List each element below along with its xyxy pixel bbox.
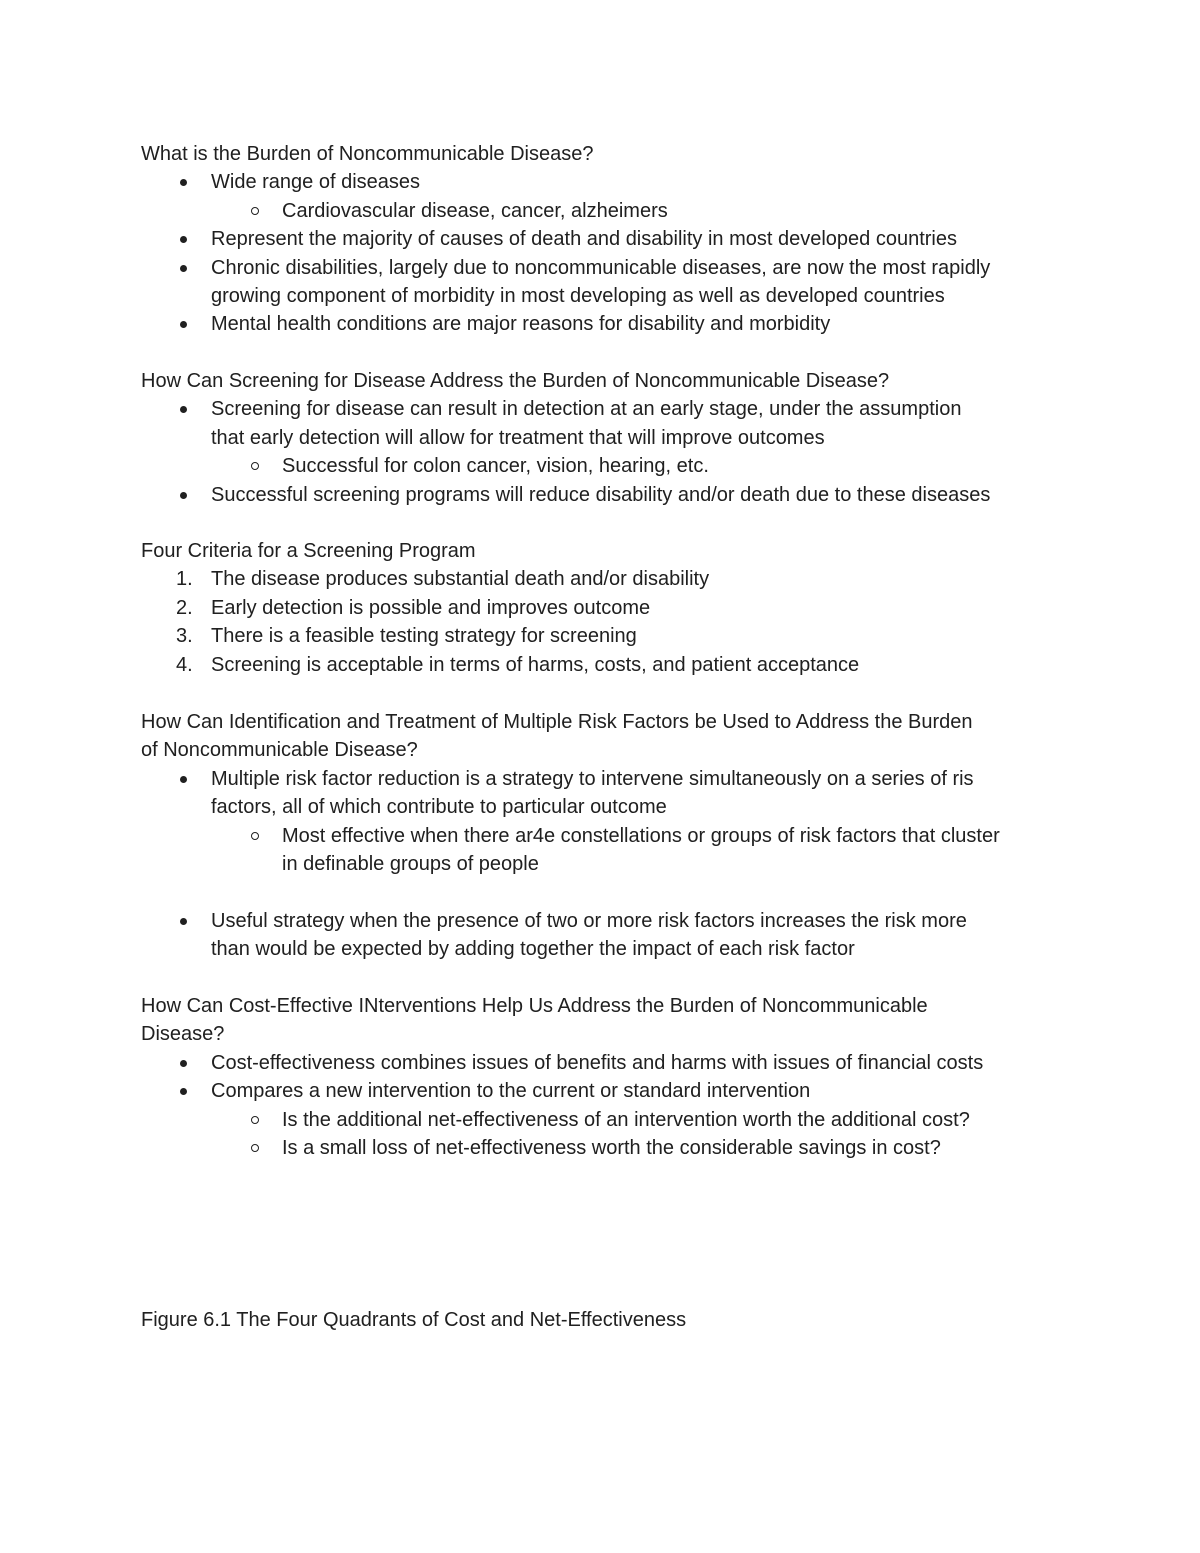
bullet-disc-icon — [180, 406, 187, 413]
bullet-item: Compares a new intervention to the current or standard intervention — [141, 1077, 1071, 1105]
bullet-disc-icon — [180, 776, 187, 783]
item-number: 2. — [176, 596, 193, 619]
bullet-disc-icon — [180, 1060, 187, 1067]
section-cost-effective — [141, 992, 1071, 1162]
section-criteria — [141, 537, 1071, 679]
item-number: 1. — [176, 568, 193, 591]
bullet-disc-icon — [180, 265, 187, 272]
bullet-circle-icon — [251, 207, 259, 215]
bullet-disc-icon — [180, 179, 187, 186]
bullet-disc-icon — [180, 321, 187, 328]
section-burden — [141, 140, 1071, 339]
bullet-item: Represent the majority of causes of death and disability in most developed countries — [141, 225, 1071, 253]
bullet-item: Mental health conditions are major reasons for disability and morbidity — [141, 310, 1071, 338]
bullet-item: Useful strategy when the presence of two or more risk factors increases the risk more than would be expected by adding together the impact of each risk factor — [141, 907, 1071, 964]
bullet-item: Chronic disabilities, largely due to noncommunicable diseases, are now the most rapidly growing component of morbidity in most developing as well as developed countries — [141, 254, 1071, 311]
section-heading: Four Criteria for a Screening Program — [141, 540, 476, 562]
section-screening — [141, 367, 1071, 509]
sub-bullet-item: Successful for colon cancer, vision, hearing, etc. — [141, 452, 1071, 480]
bullet-item: Multiple risk factor reduction is a strategy to intervene simultaneously on a series of ris factors, all of which contribute to particular outcome — [141, 765, 1071, 822]
bullet-circle-icon — [251, 462, 259, 470]
bullet-item: Screening for disease can result in detection at an early stage, under the assumption that early detection will allow for treatment that will improve outcomes — [141, 395, 1071, 452]
figure-caption: Figure 6.1 The Four Quadrants of Cost and Net-Effectiveness — [141, 1309, 687, 1331]
spacer — [141, 878, 1071, 906]
section-heading: What is the Burden of Noncommunicable Disease? — [141, 143, 594, 165]
numbered-item: 3. There is a feasible testing strategy for screening — [141, 622, 1071, 650]
sub-bullet-item: Is the additional net-effectiveness of an intervention worth the additional cost? — [141, 1106, 1071, 1134]
numbered-item: 2. Early detection is possible and improves outcome — [141, 594, 1071, 622]
bullet-circle-icon — [251, 832, 259, 840]
sub-bullet-item: Most effective when there ar4e constellations or groups of risk factors that cluster in definable groups of people — [141, 822, 1071, 879]
section-heading: How Can Screening for Disease Address the Burden of Noncommunicable Disease? — [141, 370, 890, 392]
bullet-item: Successful screening programs will reduce disability and/or death due to these diseases — [141, 481, 1071, 509]
section-risk-factors — [141, 708, 1071, 964]
bullet-disc-icon — [180, 236, 187, 243]
numbered-item: 1. The disease produces substantial death and/or disability — [141, 565, 1071, 593]
figure-caption-block — [141, 1306, 1071, 1334]
bullet-circle-icon — [251, 1116, 259, 1124]
item-number: 4. — [176, 653, 193, 676]
bullet-circle-icon — [251, 1144, 259, 1152]
sub-bullet-item: Is a small loss of net-effectiveness worth the considerable savings in cost? — [141, 1134, 1071, 1162]
section-heading: How Can Identification and Treatment of Multiple Risk Factors be Used to Address the Burden — [141, 711, 973, 733]
item-number: 3. — [176, 625, 193, 648]
bullet-disc-icon — [180, 918, 187, 925]
section-heading-continued: Disease? — [141, 1023, 225, 1046]
bullet-item: Wide range of diseases — [141, 168, 1071, 196]
section-heading: How Can Cost-Effective INterventions Help Us Address the Burden of Noncommunicable — [141, 995, 928, 1017]
numbered-item: 4. Screening is acceptable in terms of harms, costs, and patient acceptance — [141, 651, 1071, 679]
sub-bullet-item: Cardiovascular disease, cancer, alzheimers — [141, 197, 1071, 225]
section-heading-continued: of Noncommunicable Disease? — [141, 739, 418, 762]
bullet-disc-icon — [180, 1088, 187, 1095]
bullet-item: Cost-effectiveness combines issues of benefits and harms with issues of financial costs — [141, 1049, 1071, 1077]
bullet-disc-icon — [180, 492, 187, 499]
